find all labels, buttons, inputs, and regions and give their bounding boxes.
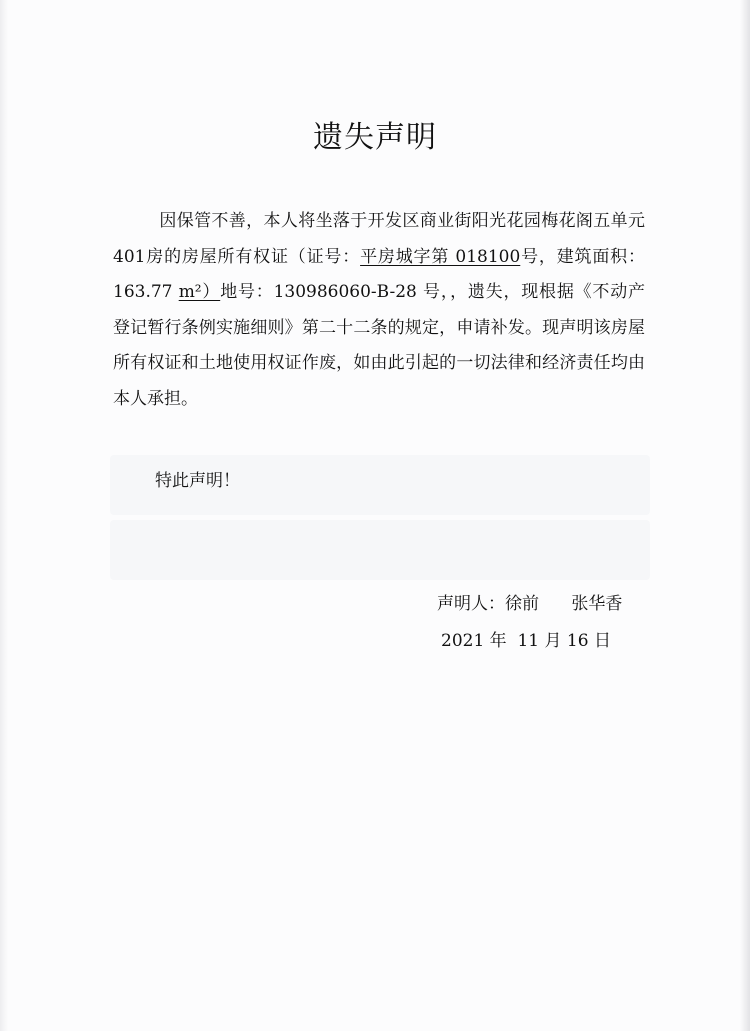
closing-statement: 特此声明！ xyxy=(155,471,240,491)
paragraph-part-3: 地号：130986060-B-28 号，，遗失，现根据《不动产登记暂行条例实施细则》第二十二条的规定，申请补发。现声明该房屋所有权证和土地使用权证作废，如由此引起的一切法律和经济责任均由本人承担。 xyxy=(113,282,645,409)
document-title: 遗失声明 xyxy=(313,120,437,155)
paragraph-part-2: 号，建筑面积：163.77 xyxy=(113,246,645,302)
certificate-number: 平房城字第 018100 xyxy=(360,246,521,267)
declaration-paragraph xyxy=(113,204,645,417)
scan-shade xyxy=(110,520,650,580)
signer-line: 声明人：徐前 张华香 xyxy=(437,594,623,614)
date-line: 2021 年 11 月 16 日 xyxy=(441,631,611,651)
paragraph-part-1: 因保管不善，本人将坐落于开发区商业街阳光花园梅花阁五单元401房的房屋所有权证（证号： xyxy=(113,211,645,267)
area-unit: m²） xyxy=(178,282,221,302)
